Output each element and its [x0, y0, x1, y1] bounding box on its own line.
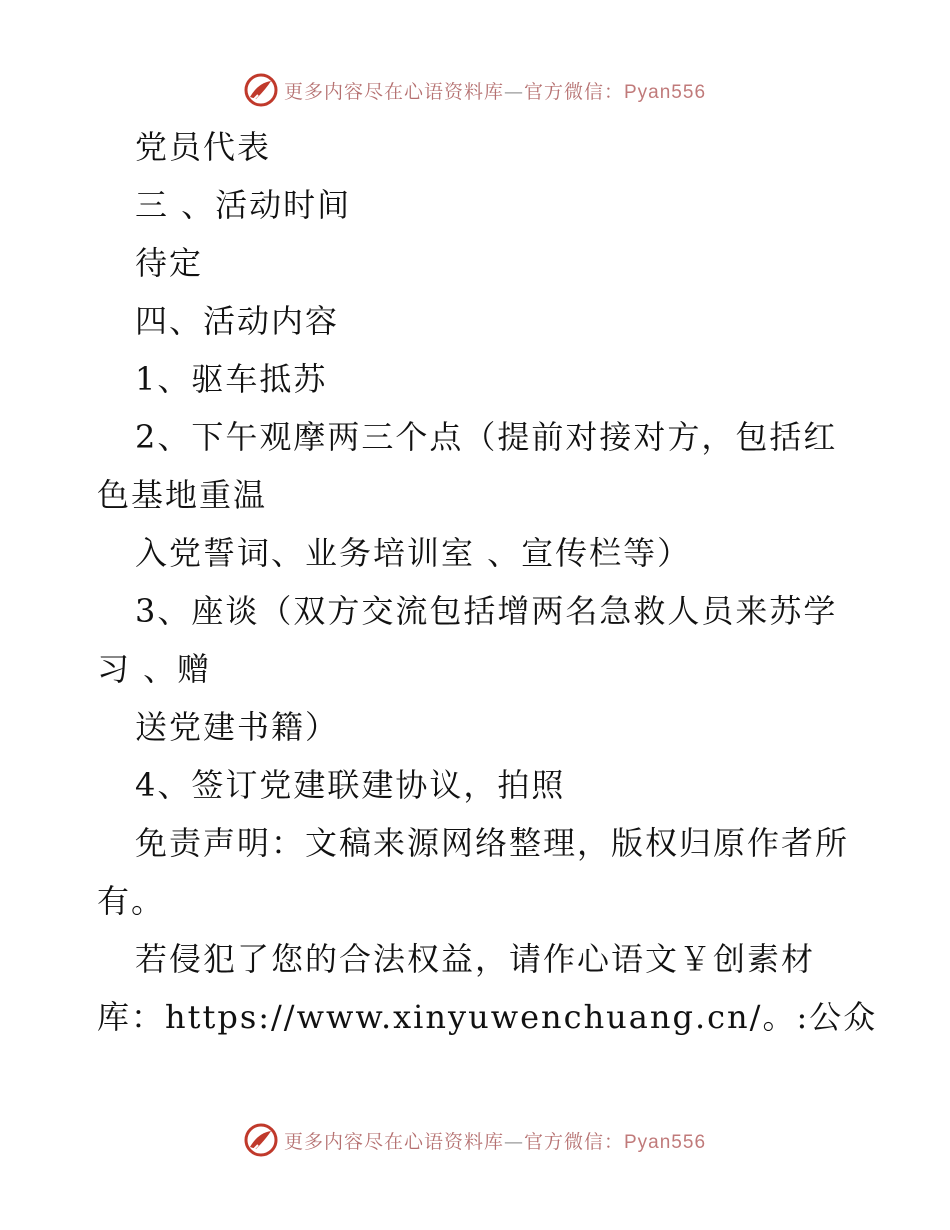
document-body — [97, 118, 878, 1046]
pen-nib-logo-icon — [244, 73, 278, 107]
body-line: 三 、活动时间 — [135, 186, 352, 224]
body-line: 库：https://www.xinyuwenchuang.cn/。:公众 — [97, 998, 878, 1036]
body-line: 有。 — [97, 882, 166, 920]
body-line: 免责声明：文稿来源网络整理，版权归原作者所 — [135, 824, 850, 862]
banner-wechat-label: 官方微信： — [523, 80, 624, 103]
body-line: 四、活动内容 — [135, 302, 340, 340]
body-line: 待定 — [135, 244, 204, 282]
body-line: 习 、赠 — [97, 650, 212, 688]
header-banner-text — [284, 77, 706, 104]
body-line: 1、驱车抵苏 — [135, 360, 328, 398]
banner-site-text: 更多内容尽在心语资料库 — [283, 80, 504, 103]
header-banner — [0, 70, 950, 110]
banner-wechat-label: 官方微信： — [523, 1130, 624, 1153]
body-line: 入党誓词、业务培训室 、宣传栏等） — [135, 534, 692, 572]
footer-banner-text — [284, 1127, 706, 1154]
body-line: 4、签订党建联建协议，拍照 — [135, 766, 566, 804]
pen-nib-logo-icon — [244, 1123, 278, 1157]
body-line: 3、座谈（双方交流包括增两名急救人员来苏学 — [135, 592, 838, 630]
banner-wechat-id: Pyan556 — [624, 81, 707, 103]
body-line: 2、下午观摩两三个点（提前对接对方，包括红 — [135, 418, 838, 456]
banner-wechat-id: Pyan556 — [624, 1131, 707, 1153]
body-line: 党员代表 — [135, 128, 272, 166]
banner-site-text: 更多内容尽在心语资料库 — [283, 1130, 504, 1153]
footer-banner — [0, 1120, 950, 1160]
body-line: 送党建书籍） — [135, 708, 340, 746]
body-line: 若侵犯了您的合法权益，请作心语文￥创素材 — [135, 940, 816, 978]
banner-separator: — — [503, 1130, 524, 1153]
body-line: 色基地重温 — [97, 476, 268, 514]
banner-separator: — — [503, 80, 524, 103]
